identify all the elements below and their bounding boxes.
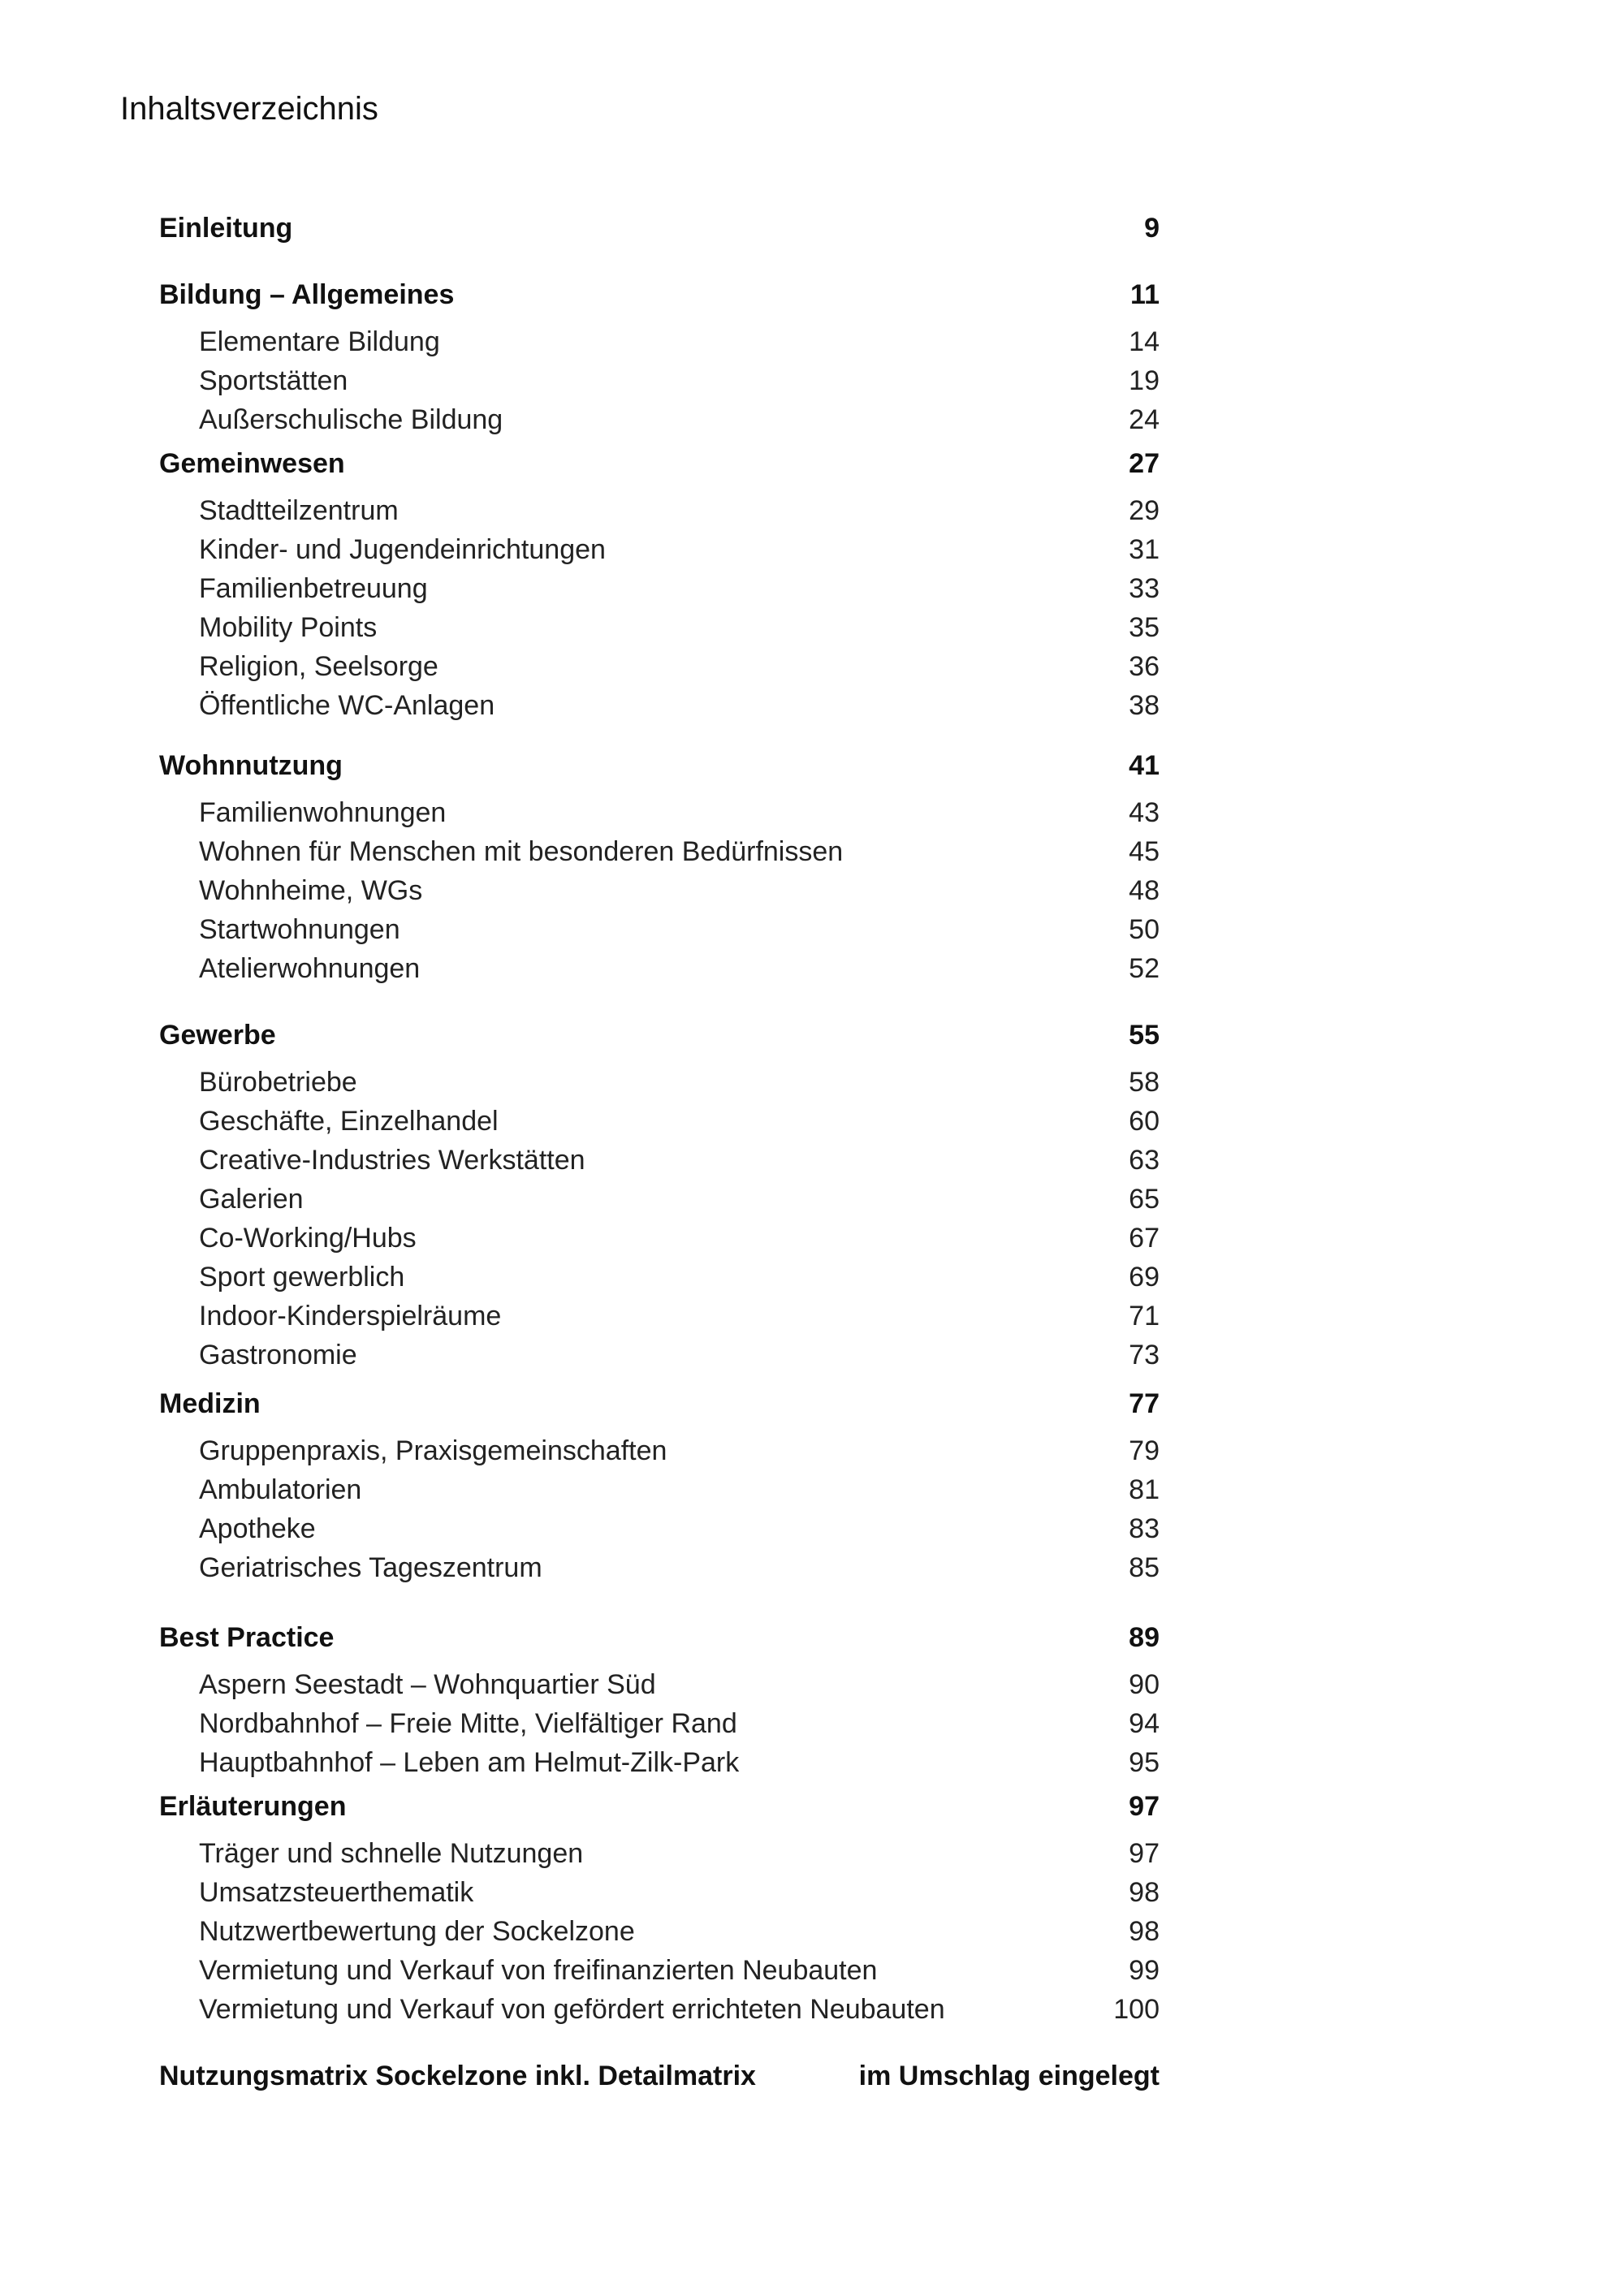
toc-subentry	[159, 1877, 1160, 1909]
toc-entry-page: 63	[1129, 1145, 1160, 1176]
toc-entry-page: 58	[1129, 1067, 1160, 1098]
toc-entry-label: Gruppenpraxis, Praxisgemeinschaften	[199, 1435, 667, 1466]
toc-entry-label: Wohnheime, WGs	[199, 875, 423, 906]
toc-section	[159, 1020, 1160, 1051]
toc-subentry	[159, 1669, 1160, 1701]
toc-entry-label: Medizin	[159, 1388, 261, 1419]
toc-entry-label: Creative-Industries Werkstätten	[199, 1145, 585, 1176]
toc-entry-page: 65	[1129, 1184, 1160, 1215]
toc-entry-label: Sportstätten	[199, 365, 348, 396]
toc-subentry	[159, 1340, 1160, 1371]
toc-entry-label: Kinder- und Jugendeinrichtungen	[199, 534, 606, 565]
toc-entry-label: Galerien	[199, 1184, 304, 1215]
toc-entry-page: 73	[1129, 1340, 1160, 1370]
toc-subentry	[159, 1708, 1160, 1740]
toc-subentry	[159, 836, 1160, 868]
toc-entry-page: 14	[1129, 326, 1160, 357]
toc-entry-page: 79	[1129, 1435, 1160, 1466]
toc-entry-page: 27	[1129, 448, 1160, 479]
toc-subentry	[159, 953, 1160, 985]
toc-entry-page: 97	[1129, 1791, 1160, 1822]
toc-subentry	[159, 1067, 1160, 1098]
toc-entry-page: 85	[1129, 1552, 1160, 1583]
toc-entry-page: 29	[1129, 495, 1160, 526]
toc-subentry	[159, 1145, 1160, 1176]
toc-entry-label: Apotheke	[199, 1513, 316, 1544]
toc-entry-page: 100	[1113, 1994, 1160, 2025]
toc-entry-label: Geschäfte, Einzelhandel	[199, 1106, 499, 1137]
toc-subentry	[159, 690, 1160, 722]
toc-subentry	[159, 1838, 1160, 1870]
toc-entry-label: Atelierwohnungen	[199, 953, 421, 984]
toc-section	[159, 2061, 1160, 2092]
toc-subentry	[159, 404, 1160, 436]
toc-entry-page: 71	[1129, 1301, 1160, 1331]
toc-entry-page: 83	[1129, 1513, 1160, 1544]
toc-entry-page: 60	[1129, 1106, 1160, 1137]
toc-entry-page: 98	[1129, 1877, 1160, 1908]
toc-entry-page: 41	[1129, 750, 1160, 781]
toc-subentry	[159, 1513, 1160, 1545]
toc-entry-page: 94	[1129, 1708, 1160, 1739]
page-title: Inhaltsverzeichnis	[120, 91, 378, 127]
toc-entry-label: Erläuterungen	[159, 1791, 347, 1822]
toc-entry-label: Umsatzsteuerthematik	[199, 1877, 474, 1908]
toc-entry-page: 99	[1129, 1955, 1160, 1986]
toc-entry-label: Sport gewerblich	[199, 1262, 405, 1293]
toc-section	[159, 279, 1160, 311]
toc-entry-page: 11	[1130, 279, 1160, 310]
toc-entry-label: Geriatrisches Tageszentrum	[199, 1552, 542, 1583]
toc-entry-label: Bürobetriebe	[199, 1067, 357, 1098]
toc-entry-label: Religion, Seelsorge	[199, 651, 438, 682]
toc-entry-label: Indoor-Kinderspielräume	[199, 1301, 502, 1331]
toc-section	[159, 448, 1160, 480]
toc-entry-page: 95	[1129, 1747, 1160, 1778]
toc-section	[159, 213, 1160, 244]
toc-subentry	[159, 1435, 1160, 1467]
toc-subentry	[159, 1223, 1160, 1254]
toc-entry-page: 45	[1129, 836, 1160, 867]
toc-section	[159, 1388, 1160, 1420]
toc-entry-label: Stadtteilzentrum	[199, 495, 399, 526]
toc-entry-label: Familienwohnungen	[199, 797, 447, 828]
toc-entry-page: 9	[1144, 213, 1160, 244]
toc-subentry	[159, 1955, 1160, 1987]
toc-entry-page: 81	[1129, 1474, 1160, 1505]
toc-entry-page: 19	[1129, 365, 1160, 396]
toc-entry-page: 31	[1129, 534, 1160, 565]
toc-entry-page: 33	[1129, 573, 1160, 604]
toc-entry-page: 52	[1129, 953, 1160, 984]
toc-subentry	[159, 1994, 1160, 2026]
toc-entry-label: Nutzwertbewertung der Sockelzone	[199, 1916, 635, 1947]
toc-section	[159, 1622, 1160, 1654]
toc-entry-page: im Umschlag eingelegt	[858, 2061, 1160, 2091]
toc-entry-page: 67	[1129, 1223, 1160, 1254]
toc-subentry	[159, 1552, 1160, 1584]
toc-entry-label: Außerschulische Bildung	[199, 404, 503, 435]
toc-entry-label: Best Practice	[159, 1622, 335, 1653]
toc-subentry	[159, 612, 1160, 644]
toc-entry-label: Startwohnungen	[199, 914, 400, 945]
toc-entry-label: Öffentliche WC-Anlagen	[199, 690, 495, 721]
toc-entry-label: Vermietung und Verkauf von gefördert errichteten Neubauten	[199, 1994, 945, 2025]
toc-entry-page: 43	[1129, 797, 1160, 828]
toc-entry-label: Elementare Bildung	[199, 326, 440, 357]
toc-subentry	[159, 1184, 1160, 1215]
toc-entry-label: Familienbetreuung	[199, 573, 428, 604]
toc-subentry	[159, 365, 1160, 397]
toc-entry-page: 55	[1129, 1020, 1160, 1051]
toc-subentry	[159, 326, 1160, 358]
toc-section	[159, 1791, 1160, 1823]
toc-entry-label: Gewerbe	[159, 1020, 276, 1051]
toc-entry-page: 97	[1129, 1838, 1160, 1869]
toc-entry-label: Wohnen für Menschen mit besonderen Bedürfnissen	[199, 836, 844, 867]
toc-entry-label: Aspern Seestadt – Wohnquartier Süd	[199, 1669, 656, 1700]
toc-entry-page: 90	[1129, 1669, 1160, 1700]
toc-subentry	[159, 1301, 1160, 1332]
toc-entry-page: 36	[1129, 651, 1160, 682]
toc-entry-label: Ambulatorien	[199, 1474, 362, 1505]
toc-entry-page: 50	[1129, 914, 1160, 945]
toc-entry-page: 38	[1129, 690, 1160, 721]
toc-subentry	[159, 573, 1160, 605]
toc-entry-page: 35	[1129, 612, 1160, 643]
toc-subentry	[159, 1916, 1160, 1948]
toc-entry-label: Hauptbahnhof – Leben am Helmut-Zilk-Park	[199, 1747, 740, 1778]
toc-subentry	[159, 797, 1160, 829]
toc-entry-label: Bildung – Allgemeines	[159, 279, 455, 310]
toc-entry-label: Gastronomie	[199, 1340, 357, 1370]
toc-entry-label: Vermietung und Verkauf von freifinanzierten Neubauten	[199, 1955, 878, 1986]
toc-section	[159, 750, 1160, 782]
toc-entry-label: Einleitung	[159, 213, 293, 244]
toc-subentry	[159, 495, 1160, 527]
toc-entry-label: Träger und schnelle Nutzungen	[199, 1838, 584, 1869]
toc-entry-page: 48	[1129, 875, 1160, 906]
toc-subentry	[159, 1262, 1160, 1293]
toc-entry-label: Mobility Points	[199, 612, 378, 643]
toc-subentry	[159, 1474, 1160, 1506]
toc-entry-page: 98	[1129, 1916, 1160, 1947]
toc-entry-label: Co-Working/Hubs	[199, 1223, 417, 1254]
toc-entry-label: Nutzungsmatrix Sockelzone inkl. Detailmatrix	[159, 2061, 756, 2091]
toc-subentry	[159, 914, 1160, 946]
toc-subentry	[159, 651, 1160, 683]
toc-entry-label: Gemeinwesen	[159, 448, 345, 479]
toc-entry-page: 89	[1129, 1622, 1160, 1653]
toc-subentry	[159, 1747, 1160, 1779]
toc-subentry	[159, 1106, 1160, 1137]
toc-subentry	[159, 875, 1160, 907]
toc-entry-page: 77	[1129, 1388, 1160, 1419]
toc-entry-label: Nordbahnhof – Freie Mitte, Vielfältiger Rand	[199, 1708, 737, 1739]
toc-entry-page: 24	[1129, 404, 1160, 435]
toc-subentry	[159, 534, 1160, 566]
toc-entry-label: Wohnnutzung	[159, 750, 343, 781]
toc-entry-page: 69	[1129, 1262, 1160, 1293]
